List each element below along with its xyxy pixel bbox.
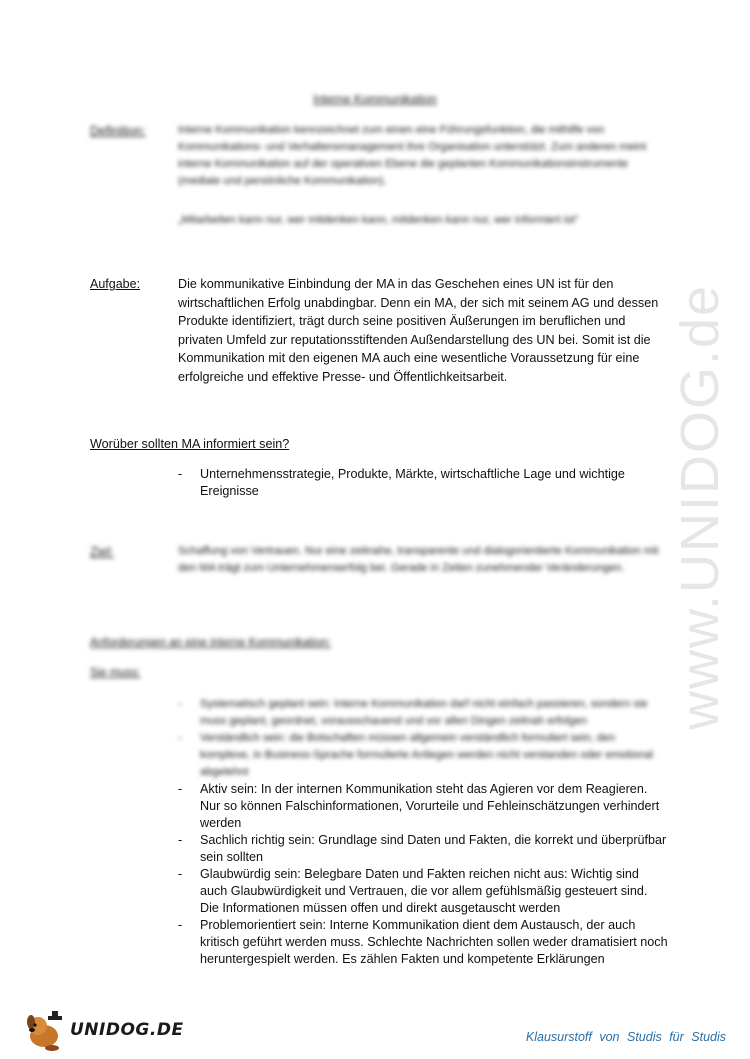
definition-label: Definition: <box>90 124 146 138</box>
watermark-svg <box>640 260 750 780</box>
list-item: - Glaubwürdig sein: Belegbare Daten und Fakten reichen nicht aus: Wichtig sind auch Glaubwürdigkeit und Vertrauen, die vor allem gefühlsmäßig gesteuert sind. Die Informationen müssen offen und direkt ausgetauscht werden <box>178 866 668 917</box>
list-item: - Verständlich sein: die Botschaften müssen allgemein verständlich formuliert sein, den komplexe, in Business-Sprache formulierte Anliegen werden nicht verstanden oder emotional abgelehnt <box>178 730 668 781</box>
document-title: Interne Kommunikation <box>313 92 437 106</box>
watermark <box>640 260 750 780</box>
list-item: - Sachlich richtig sein: Grundlage sind Daten und Fakten, die korrekt und überprüfbar sein sollten <box>178 832 668 866</box>
list-item: - Aktiv sein: In der internen Kommunikation steht das Agieren vor dem Reagieren. Nur so können Falschinformationen, Vorurteile und Fehleinschätzungen verhindert werden <box>178 781 668 832</box>
aufgabe-label: Aufgabe: <box>90 277 141 291</box>
dog-icon <box>22 1008 70 1052</box>
informiert-heading: Worüber sollten MA informiert sein? <box>90 437 290 451</box>
definition-quote: „Mitarbeiten kann nur, wer mitdenken kann, mitdenken kann nur, wer informiert ist“ <box>178 214 579 226</box>
ziel-label: Ziel: <box>90 545 114 559</box>
watermark-text: www.UNIDOG.de <box>670 283 730 730</box>
unidog-logo[interactable] <box>22 1008 184 1052</box>
aufgabe-text: Die kommunikative Einbindung der MA in das Geschehen eines UN ist für den wirtschaftlichen Erfolg unabdingbar. Denn ein MA, der sich mit seinem AG und dessen Produkte identifiziert, trägt durch seine positiven Äußerungen im beruflichen und privaten Umfeld zur reputationsstiftenden Außendarstellung des UN bei. Somit ist die Kommunikation mit den eigenen MA auch eine wesentliche Voraussetzung für eine erfolgreiche und effektive Presse- und Öffentlichkeitsarbeit. <box>178 277 659 384</box>
definition-text: Interne Kommunikation kennzeichnet zum einen eine Führungsfunktion, die mithilfe von Kommunikations- und Verhaltensmanagement ihre Organisation unterstützt. Zum anderen meint interne Kommunikation auf der operativen Ebene die geplanten Kommunikationsinstrumente (mediale und persönliche Kommunikation). <box>178 124 647 187</box>
logo-text: UNIDOG.DE <box>70 1020 184 1040</box>
informiert-list <box>178 466 668 500</box>
anforderungen-list <box>178 696 668 968</box>
anforderungen-subheading: Sie muss: <box>90 667 141 679</box>
list-item: - Systematisch geplant sein: Interne Kommunikation darf nicht einfach passieren, sondern sie muss geplant, geordnet, vorausschauend und vor allen Dingen zeitnah erfolgen <box>178 696 668 730</box>
footer-slogan: Klausurstoff von Studis für Studis <box>525 1030 726 1044</box>
list-item: - Unternehmensstrategie, Produkte, Märkte, wirtschaftliche Lage und wichtige Ereignisse <box>178 466 668 500</box>
list-item: - Problemorientiert sein: Interne Kommunikation dient dem Austausch, der auch kritisch geführt werden muss. Schlechte Nachrichten sollen weder dramatisiert noch heruntergespielt werden. Es zählen Fakten und kompetente Erklärungen <box>178 917 668 968</box>
anforderungen-heading: Anforderungen an eine interne Kommunikation: <box>90 637 332 649</box>
ziel-text: Schaffung von Vertrauen. Nur eine zeitnahe, transparente und dialogorientierte Kommunikation mit den MA trägt zum Unternehmenserfolg bei. Gerade in Zeiten zunehmender Veränderungen. <box>178 545 659 574</box>
